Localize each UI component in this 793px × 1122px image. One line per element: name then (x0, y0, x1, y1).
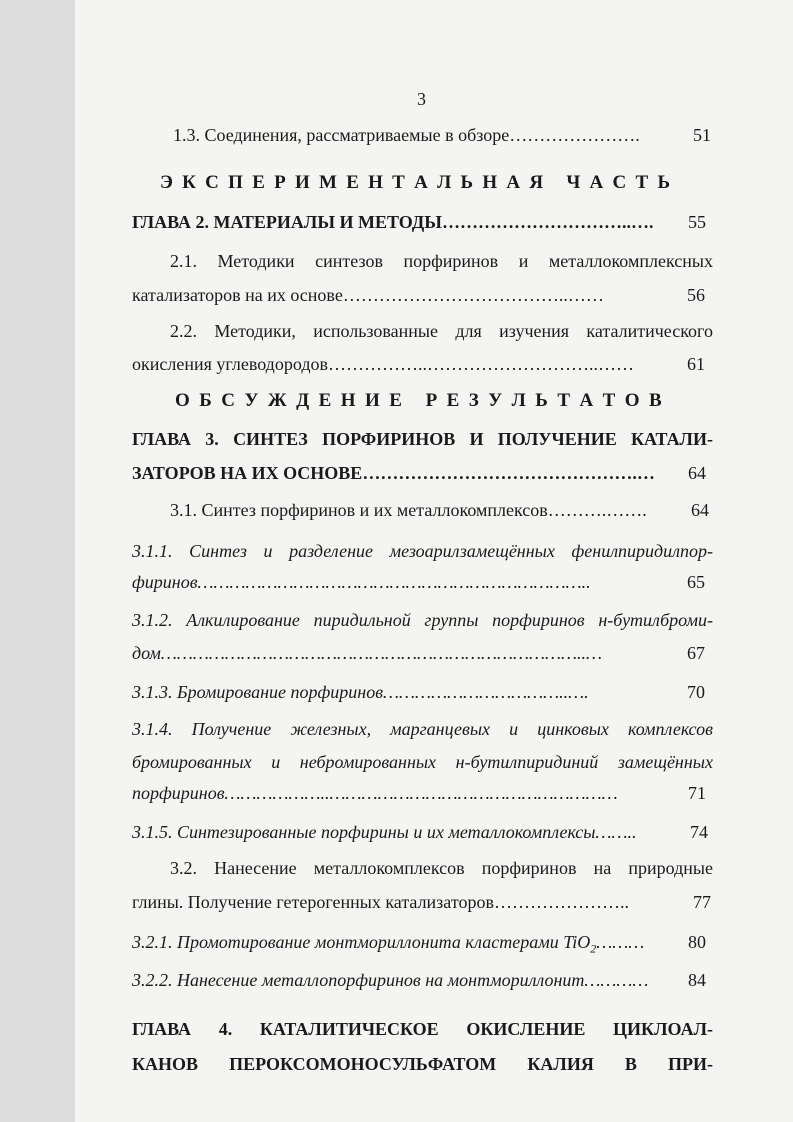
toc-3-1-4a-word: 3.1.4. (132, 719, 173, 739)
toc-3-1-4a-word: комплексов (628, 719, 713, 739)
experimental-heading-letter (552, 172, 557, 194)
toc-chapter-4-line2 (132, 1053, 713, 1075)
toc-entry-2-2-line2: окисления углеводородов……………..………………………..…… (132, 354, 634, 374)
toc-page-3-2-1: 80 (688, 932, 706, 952)
toc-entry-3-2-2: 3.2.2. Нанесение металлопорфиринов на монтмориллонит………… (132, 970, 649, 990)
document-page (75, 0, 793, 1122)
toc-entry-3-2-line2: глины. Получение гетерогенных катализаторов………………….. (132, 892, 629, 912)
discussion-heading-letter: С (221, 390, 235, 411)
experimental-heading-letter: Э (160, 172, 173, 193)
discussion-heading-letter: О (175, 390, 190, 411)
toc-3-1-1-word: и (263, 541, 273, 561)
toc-3-1-1-word: фенилпиридилпор- (571, 541, 713, 561)
toc-page-3-1: 64 (691, 500, 709, 520)
discussion-heading-letter: Е (446, 390, 460, 411)
toc-page-3-1-1: 65 (687, 572, 705, 592)
toc-ch3-word: СИНТЕЗ (233, 429, 308, 449)
toc-entry-3-1-5: 3.1.5. Синтезированные порфирины и их металлокомплексы…….. (132, 822, 637, 842)
toc-ch4b-word: ПЕРОКСОМОНОСУЛЬФАТОМ (229, 1054, 497, 1074)
toc-page-3-2: 77 (693, 892, 711, 912)
toc-3-1-4a-word: Получение (191, 719, 272, 739)
toc-3-1-2-word: 3.1.2. (132, 610, 173, 630)
experimental-heading-letter: А (589, 172, 604, 193)
toc-3-2-word: Нанесение (214, 858, 297, 878)
experimental-heading-letter: С (612, 172, 627, 193)
toc-ch4b-word: КАНОВ (132, 1054, 199, 1074)
toc-2-2-word: для (455, 321, 482, 341)
toc-3-1-4b-word: небромированных (299, 752, 437, 772)
discussion-heading-letter: А (579, 390, 594, 411)
experimental-heading-letter: С (205, 172, 219, 193)
toc-chapter-4-line1 (132, 1018, 713, 1040)
toc-entry-3-1: 3.1. Синтез порфиринов и их металлокомплексов……….……. (170, 500, 647, 520)
toc-entry-3-2-line1 (170, 857, 713, 879)
toc-entry-2-1-line2: катализаторов на их основе………………………………..…… (132, 285, 604, 305)
experimental-heading-letter: П (228, 172, 243, 193)
experimental-heading-letter: Ь (657, 172, 670, 193)
toc-ch3-word: ПОЛУЧЕНИЕ (497, 429, 617, 449)
discussion-heading-letter (411, 390, 416, 412)
toc-entry-1-3: 1.3. Соединения, рассматриваемые в обзоре…………………. (173, 125, 640, 145)
toc-3-1-2-word: пиридильной (313, 610, 411, 630)
discussion-heading-letter: Д (296, 390, 310, 411)
experimental-heading-letter: Л (437, 172, 452, 193)
toc-3-1-4a-word: и (509, 719, 519, 739)
experimental-heading-letter: Ч (566, 172, 581, 193)
experimental-heading-letter: Н (482, 172, 498, 193)
discussion-heading-letter: О (624, 390, 640, 411)
toc-page-3-1-3: 70 (687, 682, 705, 702)
experimental-heading-letter: К (182, 172, 196, 193)
toc-2-1-word: и (518, 251, 529, 271)
toc-3-1-4b-word: замещённых (617, 752, 713, 772)
toc-3-1-4a-word: цинковых (537, 719, 609, 739)
toc-3-1-4b-word: н-бутилпиридиний (455, 752, 599, 772)
discussion-heading-letter: Л (511, 390, 526, 411)
toc-3-1-4a-word: марганцевых (390, 719, 491, 739)
toc-page-ch3: 64 (688, 463, 706, 483)
toc-3-1-1-word: 3.1.1. (132, 541, 173, 561)
toc-entry-3-1-2-line2: дом……………………………………………………………………..… (132, 643, 603, 663)
toc-page-2-2: 61 (687, 354, 705, 374)
discussion-heading-letter: Н (340, 390, 356, 411)
toc-3-2-word: металлокомплексов (313, 858, 465, 878)
experimental-heading-letter: Ь (460, 172, 474, 193)
toc-entry-3-1-4-line2 (132, 751, 713, 773)
toc-ch4a-word: ОКИСЛЕНИЕ (466, 1019, 586, 1039)
discussion-heading-letter: З (468, 390, 479, 411)
toc-page-3-1-2: 67 (687, 643, 705, 663)
toc-3-1-4b-word: и (271, 752, 281, 772)
toc-entry-2-1-line1 (170, 250, 713, 272)
toc-page-3-1-5: 74 (690, 822, 708, 842)
toc-entry-3-2-1 (132, 931, 644, 960)
toc-2-1-word: металлокомплексных (548, 251, 713, 271)
toc-page-ch2: 55 (688, 212, 706, 232)
toc-3-2-word: природные (628, 858, 713, 878)
toc-ch4a-word: ГЛАВА (132, 1019, 192, 1039)
discussion-heading (175, 390, 662, 412)
experimental-heading-letter: Я (529, 172, 544, 193)
experimental-heading-letter: А (414, 172, 428, 193)
toc-3-1-2-word: н-бутилброми- (598, 610, 713, 630)
experimental-heading-letter: М (319, 172, 337, 193)
page-number: 3 (417, 89, 426, 109)
toc-page-3-2-2: 84 (688, 970, 706, 990)
discussion-heading-letter: У (488, 390, 503, 411)
toc-entry-3-1-1-line1 (132, 540, 713, 562)
toc-3-2-word: порфиринов (481, 858, 577, 878)
toc-3-1-2-word: порфиринов (492, 610, 585, 630)
toc-page-2-1: 56 (687, 285, 705, 305)
experimental-part-heading (160, 172, 670, 194)
toc-page-1-3: 51 (693, 125, 711, 145)
toc-ch3-word: 3. (205, 429, 219, 449)
discussion-heading-letter: Ь (535, 390, 548, 411)
toc-entry-3-1-1-line2: фиринов……………………………………………………………….. (132, 572, 591, 592)
toc-2-1-word: 2.1. (170, 251, 197, 271)
toc-entry-3-1-2-line1 (132, 609, 713, 631)
toc-entry-3-2-1-text: 3.2.1. Промотирование монтмориллонита кластерами TiO (132, 932, 591, 952)
toc-ch3-word: ПОРФИРИНОВ (322, 429, 456, 449)
toc-3-1-1-word: мезоарилзамещённых (389, 541, 555, 561)
toc-ch4a-word: 4. (218, 1019, 233, 1039)
toc-3-1-1-word: разделение (289, 541, 373, 561)
discussion-heading-letter: У (244, 390, 259, 411)
toc-3-1-4b-word: бромированных (132, 752, 252, 772)
discussion-heading-letter: В (649, 390, 662, 411)
experimental-heading-letter: Е (346, 172, 359, 193)
experimental-heading-letter: А (506, 172, 521, 193)
discussion-heading-letter: И (365, 390, 380, 411)
toc-ch4b-word: В (624, 1054, 637, 1074)
experimental-heading-letter: Н (368, 172, 383, 193)
experimental-heading-letter: Р (274, 172, 286, 193)
toc-entry-2-2-line1 (170, 320, 713, 342)
toc-2-1-word: синтезов (315, 251, 383, 271)
toc-ch3-word: КАТАЛИ- (630, 429, 713, 449)
toc-2-2-word: использованные (313, 321, 439, 341)
toc-2-2-word: Методики, (214, 321, 296, 341)
toc-chapter-2: ГЛАВА 2. МАТЕРИАЛЫ И МЕТОДЫ…………………………..…. (132, 212, 654, 232)
toc-entry-3-1-4-line3: порфиринов………………..……………………………………………… (132, 783, 618, 803)
toc-2-2-word: 2.2. (170, 321, 197, 341)
toc-chapter-3-line1 (132, 428, 713, 450)
discussion-heading-letter: Т (557, 390, 570, 411)
toc-3-2-word: 3.2. (170, 858, 197, 878)
experimental-heading-letter: Е (252, 172, 265, 193)
toc-3-1-4a-word: железных, (290, 719, 372, 739)
discussion-heading-letter: Е (318, 390, 332, 411)
toc-ch4a-word: ЦИКЛОАЛ- (613, 1019, 713, 1039)
toc-ch4a-word: КАТАЛИТИЧЕСКОЕ (259, 1019, 439, 1039)
toc-chapter-3-line2: ЗАТОРОВ НА ИХ ОСНОВЕ……………………………………….… (132, 463, 655, 483)
toc-page-3-1-4: 71 (688, 783, 706, 803)
toc-entry-3-2-1-dots: ……… (596, 932, 645, 952)
toc-ch4b-word: КАЛИЯ (527, 1054, 594, 1074)
discussion-heading-letter: Т (602, 390, 616, 411)
experimental-heading-letter: Т (635, 172, 649, 193)
toc-3-1-1-word: Синтез (189, 541, 247, 561)
toc-2-1-word: порфиринов (403, 251, 499, 271)
toc-entry-3-2-1-subscript: 2 (590, 941, 597, 956)
toc-2-2-word: изучения (499, 321, 570, 341)
discussion-heading-letter: Е (389, 390, 402, 411)
discussion-heading-letter: Б (199, 390, 212, 411)
toc-ch3-word: И (469, 429, 484, 449)
toc-ch3-word: ГЛАВА (132, 429, 192, 449)
toc-3-1-2-word: Алкилирование (186, 610, 300, 630)
experimental-heading-letter: И (294, 172, 310, 193)
discussion-heading-letter: Ж (267, 390, 287, 411)
toc-3-2-word: на (593, 858, 612, 878)
toc-entry-3-1-4-line1 (132, 718, 713, 740)
toc-2-2-word: каталитического (586, 321, 713, 341)
experimental-heading-letter: Т (392, 172, 405, 193)
toc-ch4b-word: ПРИ- (668, 1054, 713, 1074)
discussion-heading-letter: Р (425, 390, 438, 411)
toc-2-1-word: Методики (217, 251, 295, 271)
toc-3-1-2-word: группы (424, 610, 479, 630)
toc-entry-3-1-3: 3.1.3. Бромирование порфиринов……………………………..…. (132, 682, 589, 702)
